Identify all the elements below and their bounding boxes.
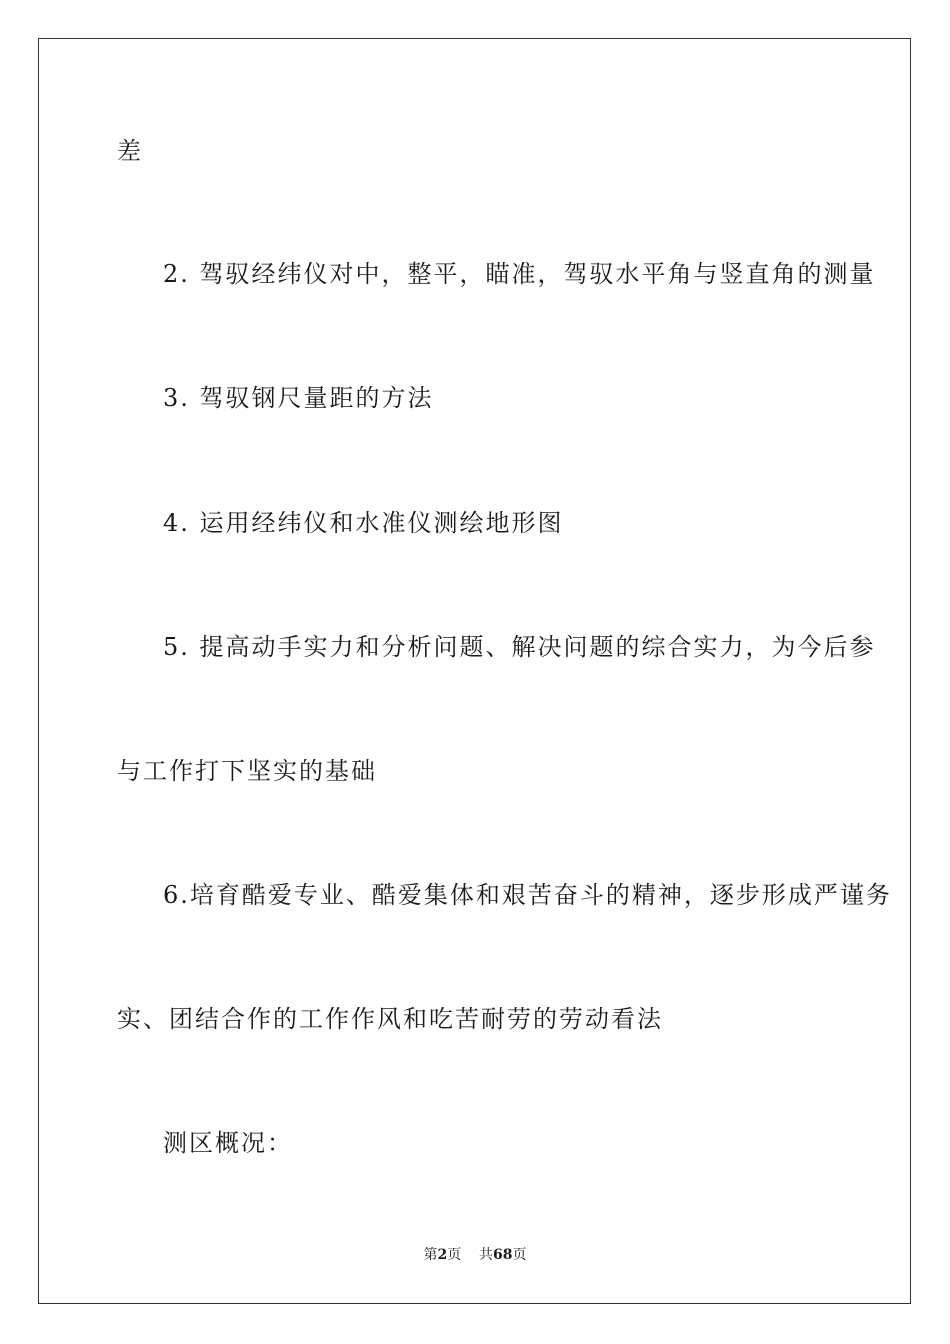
paragraph-line: 4. 运用经纬仪和水准仪测绘地形图 bbox=[163, 509, 564, 537]
paragraph-line: 与工作打下坚实的基础 bbox=[117, 757, 377, 785]
total-prefix: 共 bbox=[479, 1247, 494, 1263]
paragraph-line: 实、团结合作的工作作风和吃苦耐劳的劳动看法 bbox=[117, 1005, 663, 1033]
page-footer bbox=[0, 1246, 950, 1264]
page-border bbox=[38, 38, 911, 1304]
page-prefix: 第 bbox=[423, 1247, 438, 1263]
section-heading: 测区概况： bbox=[163, 1129, 293, 1157]
paragraph-line: 6.培育酷爱专业、酷爱集体和艰苦奋斗的精神，逐步形成严谨务 bbox=[163, 881, 892, 909]
paragraph-line: 5. 提高动手实力和分析问题、解决问题的综合实力，为今后参 bbox=[163, 633, 876, 661]
total-suffix: 页 bbox=[512, 1247, 527, 1263]
paragraph-line: 2. 驾驭经纬仪对中，整平，瞄准，驾驭水平角与竖直角的测量 bbox=[163, 260, 876, 288]
total-pages: 68 bbox=[493, 1247, 513, 1263]
paragraph-line: 差 bbox=[117, 137, 143, 165]
page-suffix: 页 bbox=[447, 1247, 462, 1263]
paragraph-line: 3. 驾驭钢尺量距的方法 bbox=[163, 384, 434, 412]
page-number: 2 bbox=[437, 1247, 448, 1263]
